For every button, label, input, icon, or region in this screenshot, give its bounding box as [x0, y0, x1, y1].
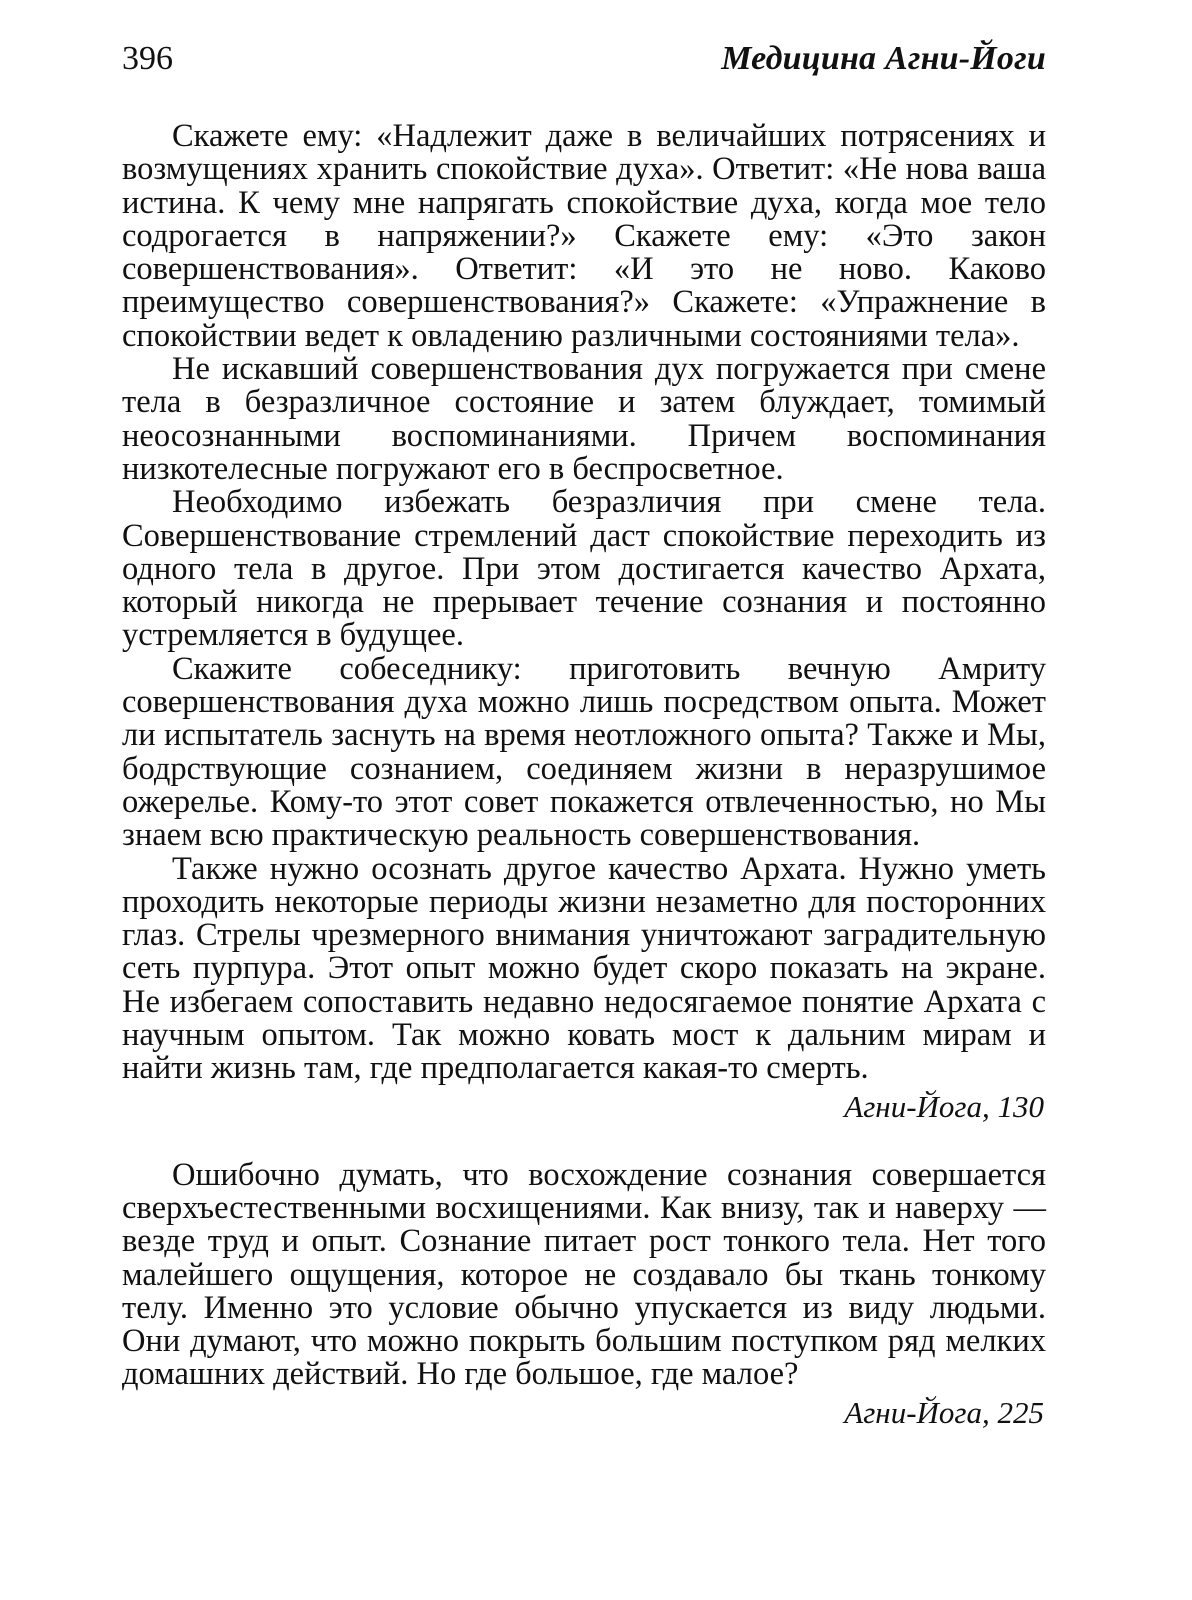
paragraph: Скажете ему: «Надлежит даже в величайших потрясениях и возмущениях хранить спокойствие духа». Ответит: «Не нова ваша истина. К чему мне напрягать спокойствие духа, когда мое тело содрогается в напряжении?» Скажете ему: «Это закон совершенствования». Ответит: «И это не ново. Каково преимущество совершенствования?» Скажете: «Упражнение в спокойствии ведет к овладению различными состояниями тела». — [122, 118, 1046, 354]
source-citation: Агни-Йога, 130 — [844, 1088, 1044, 1124]
running-title: Медицина Агни-Йоги — [721, 40, 1046, 77]
book-page — [122, 40, 1046, 1429]
paragraph: Ошибочно думать, что восхождение сознания совершается сверхъестественными восхищениями. Как внизу, так и наверху — везде труд и опыт. Сознание питает рост тонкого тела. Нет того малейшего ощущения, которое не создавало бы ткань тонкому телу. Именно это условие обычно упускается из виду людьми. Они думают, что можно покрыть большим поступком ряд мелких домашних действий. Но где большое, где малое? — [122, 1156, 1046, 1393]
page-header — [122, 40, 1046, 92]
excerpt-agni-yoga-130 — [122, 120, 1046, 1123]
section-gap — [122, 1123, 1046, 1159]
paragraph: Скажите собеседнику: приготовить вечную Амриту совершенствования духа можно лишь посредством опыта. Может ли испытатель заснуть на время неотложного опыта? Также и Мы, бодрствующие сознанием, соединяем жизни в неразрушимое ожерелье. Кому-то этот совет покажется отвлеченностью, но Мы знаем всю практическую реальность совершенствования. — [122, 650, 1046, 854]
paragraph: Не искавший совершенствования дух погружается при смене тела в безразличное состояние и затем блуждает, томимый неосознанными воспоминаниями. Причем воспоминания низкотелесные погружают его в беспросветное. — [122, 351, 1046, 487]
excerpt-agni-yoga-225 — [122, 1156, 1046, 1430]
page-number: 396 — [122, 40, 173, 77]
paragraph: Также нужно осознать другое качество Архата. Нужно уметь проходить некоторые периоды жизни незаметно для посторонних глаз. Стрелы чрезмерного внимания уничтожают заградительную сеть пурпура. Этот опыт можно будет скоро показать на экране. Не избегаем сопоставить недавно недосягаемое понятие Архата с научным опытом. Так можно ковать мост к дальним мирам и найти жизнь там, где предполагается какая-то смерть. — [122, 850, 1046, 1087]
source-citation: Агни-Йога, 225 — [844, 1394, 1044, 1430]
paragraph: Необходимо избежать безразличия при смене тела. Совершенствование стремлений даст спокойствие переходить из одного тела в другое. При этом достигается качество Архата, который никогда не прерывает течение сознания и постоянно устремляется в будущее. — [122, 484, 1046, 654]
